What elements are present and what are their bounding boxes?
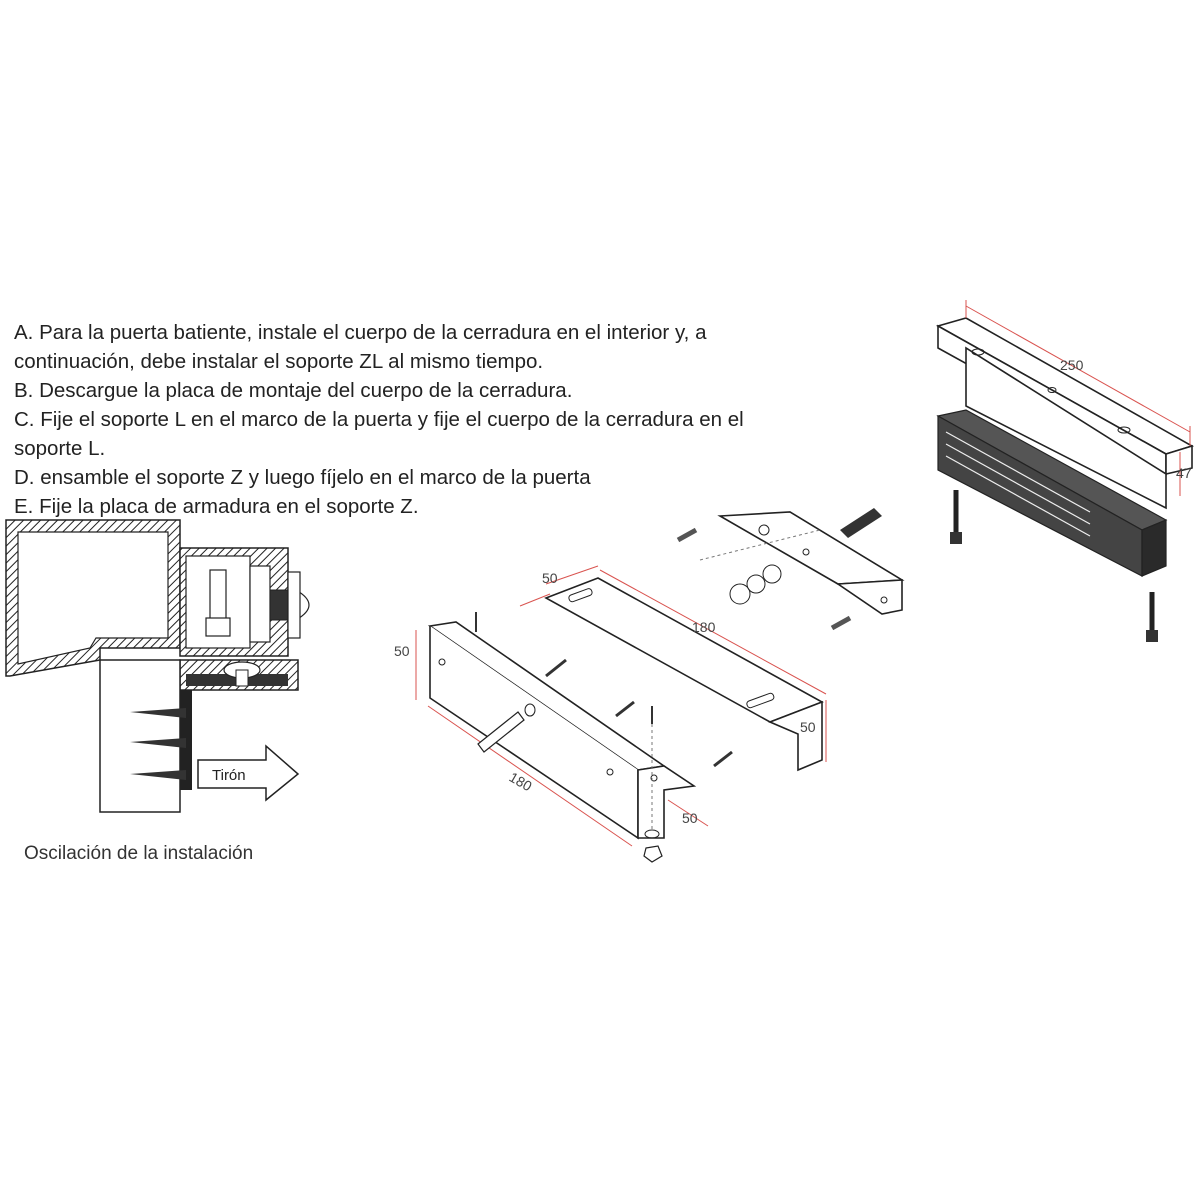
instruction-line: C. Fije el soporte L en el marco de la puerta y fije el cuerpo de la cerradura en el xyxy=(14,408,744,431)
instruction-line: B. Descargue la placa de montaje del cuerpo de la cerradura. xyxy=(14,379,573,402)
dim-lock-length: 250 xyxy=(1060,357,1084,373)
bracket-exploded-view xyxy=(394,508,902,862)
dim-l-length: 180 xyxy=(506,768,535,795)
dim-l-height: 50 xyxy=(394,643,410,659)
dim-z-length: 180 xyxy=(692,619,716,635)
pull-label: Tirón xyxy=(212,767,246,784)
installation-caption: Oscilación de la instalación xyxy=(24,843,254,864)
instruction-line: soporte L. xyxy=(14,437,106,460)
instruction-line: E. Fije la placa de armadura en el soporte Z. xyxy=(14,495,419,518)
door-frame-section xyxy=(6,520,309,812)
magnetic-lock-drawing xyxy=(938,300,1192,642)
instruction-line: continuación, debe instalar el soporte ZL al mismo tiempo. xyxy=(14,350,544,373)
dim-l-depth: 50 xyxy=(682,810,698,826)
instruction-line: D. ensamble el soporte Z y luego fíjelo en el marco de la puerta xyxy=(14,466,591,489)
dim-z-width: 50 xyxy=(542,570,558,586)
dim-z-height: 50 xyxy=(800,719,816,735)
instruction-line: A. Para la puerta batiente, instale el cuerpo de la cerradura en el interior y, a xyxy=(14,321,707,344)
dim-lock-height: 47 xyxy=(1176,465,1192,481)
